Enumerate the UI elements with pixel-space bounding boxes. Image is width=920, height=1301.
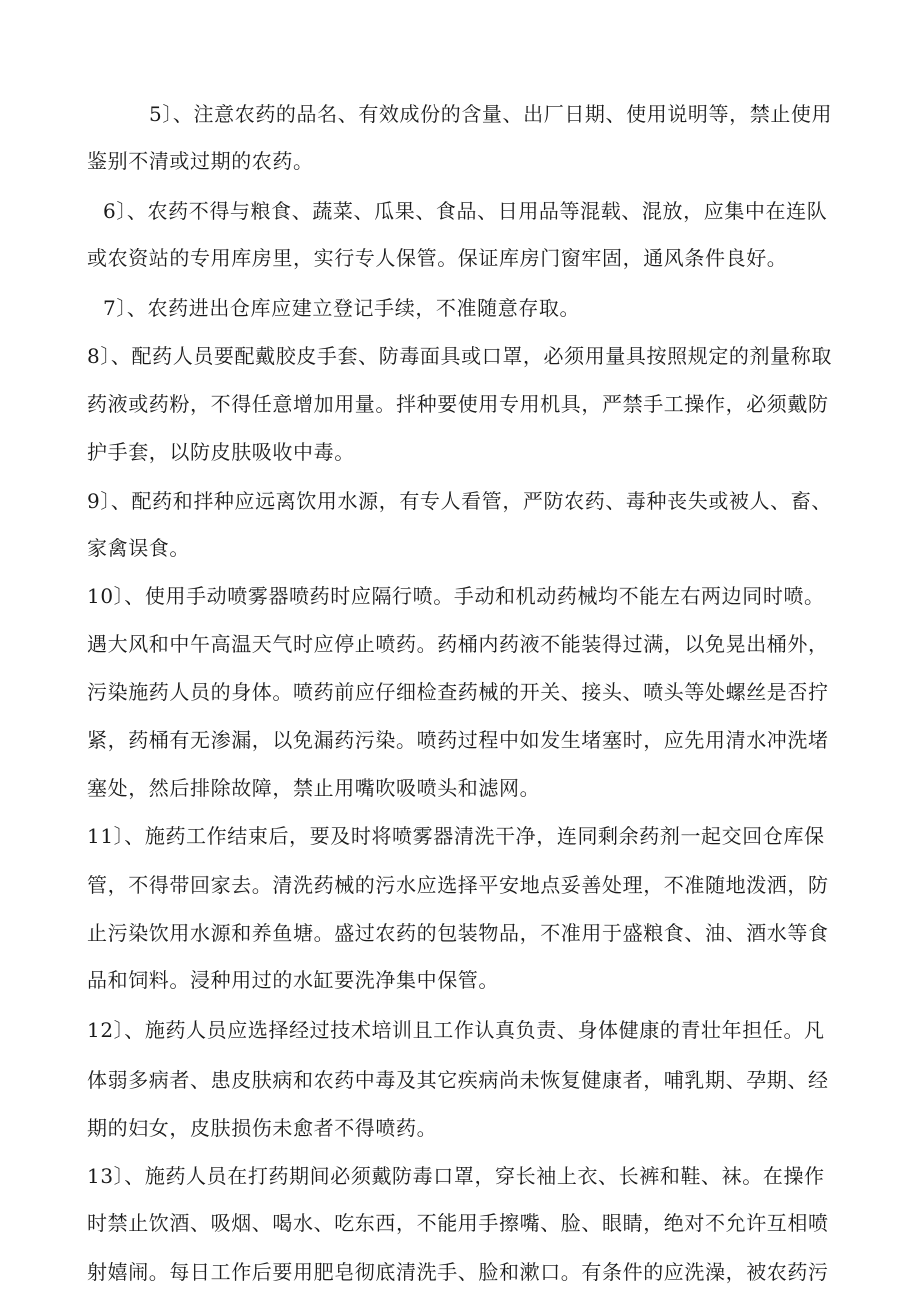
- text-line: 12〕、施药人员应选择经过技术培训且工作认真负责、身体健康的青壮年担任。凡: [87, 1018, 825, 1042]
- text-line: 7〕、农药进出仓库应建立登记手续，不准随意存取。: [103, 296, 581, 320]
- text-line: 塞处，然后排除故障，禁止用嘴吹吸喷头和滤网。: [87, 776, 541, 800]
- text-line: 管，不得带回家去。清洗药械的污水应选择平安地点妥善处理，不准随地泼洒，防: [87, 873, 829, 897]
- text-line: 射嬉闹。每日工作后要用肥皂彻底清洗手、脸和漱口。有条件的应洗澡，被农药污: [87, 1260, 829, 1284]
- text-line: 10〕、使用手动喷雾器喷药时应隔行喷。手动和机动药械均不能左右两边同时喷。: [87, 584, 825, 608]
- text-line: 遇大风和中午高温天气时应停止喷药。药桶内药液不能装得过满，以免晃出桶外，: [87, 632, 829, 656]
- text-line: 5〕、注意农药的品名、有效成份的含量、出厂日期、使用说明等，禁止使用: [149, 102, 833, 126]
- text-line: 13〕、施药人员在打药期间必须戴防毒口罩，穿长袖上衣、长裤和鞋、袜。在操作: [87, 1164, 825, 1188]
- text-line: 鉴别不清或过期的农药。: [87, 149, 314, 173]
- text-line: 护手套，以防皮肤吸收中毒。: [87, 440, 355, 464]
- text-line: 11〕、施药工作结束后，要及时将喷雾器清洗干净，连同剩余药剂一起交回仓库保: [87, 824, 825, 848]
- text-line: 或农资站的专用库房里，实行专人保管。保证库房门窗牢固，通风条件良好。: [87, 246, 788, 270]
- text-line: 污染施药人员的身体。喷药前应仔细检查药械的开关、接头、喷头等处螺丝是否拧: [87, 680, 829, 704]
- text-line: 止污染饮用水源和养鱼塘。盛过农药的包装物品，不准用于盛粮食、油、酒水等食: [87, 921, 829, 945]
- text-line: 时禁止饮酒、吸烟、喝水、吃东西，不能用手擦嘴、脸、眼睛，绝对不允许互相喷: [87, 1211, 829, 1235]
- text-line: 6〕、农药不得与粮食、蔬菜、瓜果、食品、日用品等混载、混放，应集中在连队: [103, 199, 828, 223]
- text-line: 家禽误食。: [87, 536, 190, 560]
- text-line: 品和饲料。浸种用过的水缸要洗净集中保管。: [87, 968, 499, 992]
- text-line: 8〕、配药人员要配戴胶皮手套、防毒面具或口罩，必须用量具按照规定的剂量称取: [87, 344, 832, 368]
- text-line: 期的妇女，皮肤损伤未愈者不得喷药。: [87, 1116, 438, 1140]
- text-line: 体弱多病者、患皮肤病和农药中毒及其它疾病尚未恢复健康者，哺乳期、孕期、经: [87, 1068, 829, 1092]
- text-line: 紧，药桶有无渗漏，以免漏药污染。喷药过程中如发生堵塞时，应先用清水冲洗堵: [87, 728, 829, 752]
- text-line: 9〕、配药和拌种应远离饮用水源，有专人看管，严防农药、毒种丧失或被人、畜、: [87, 489, 832, 513]
- text-line: 药液或药粉，不得任意增加用量。拌种要使用专用机具，严禁手工操作，必须戴防: [87, 392, 829, 416]
